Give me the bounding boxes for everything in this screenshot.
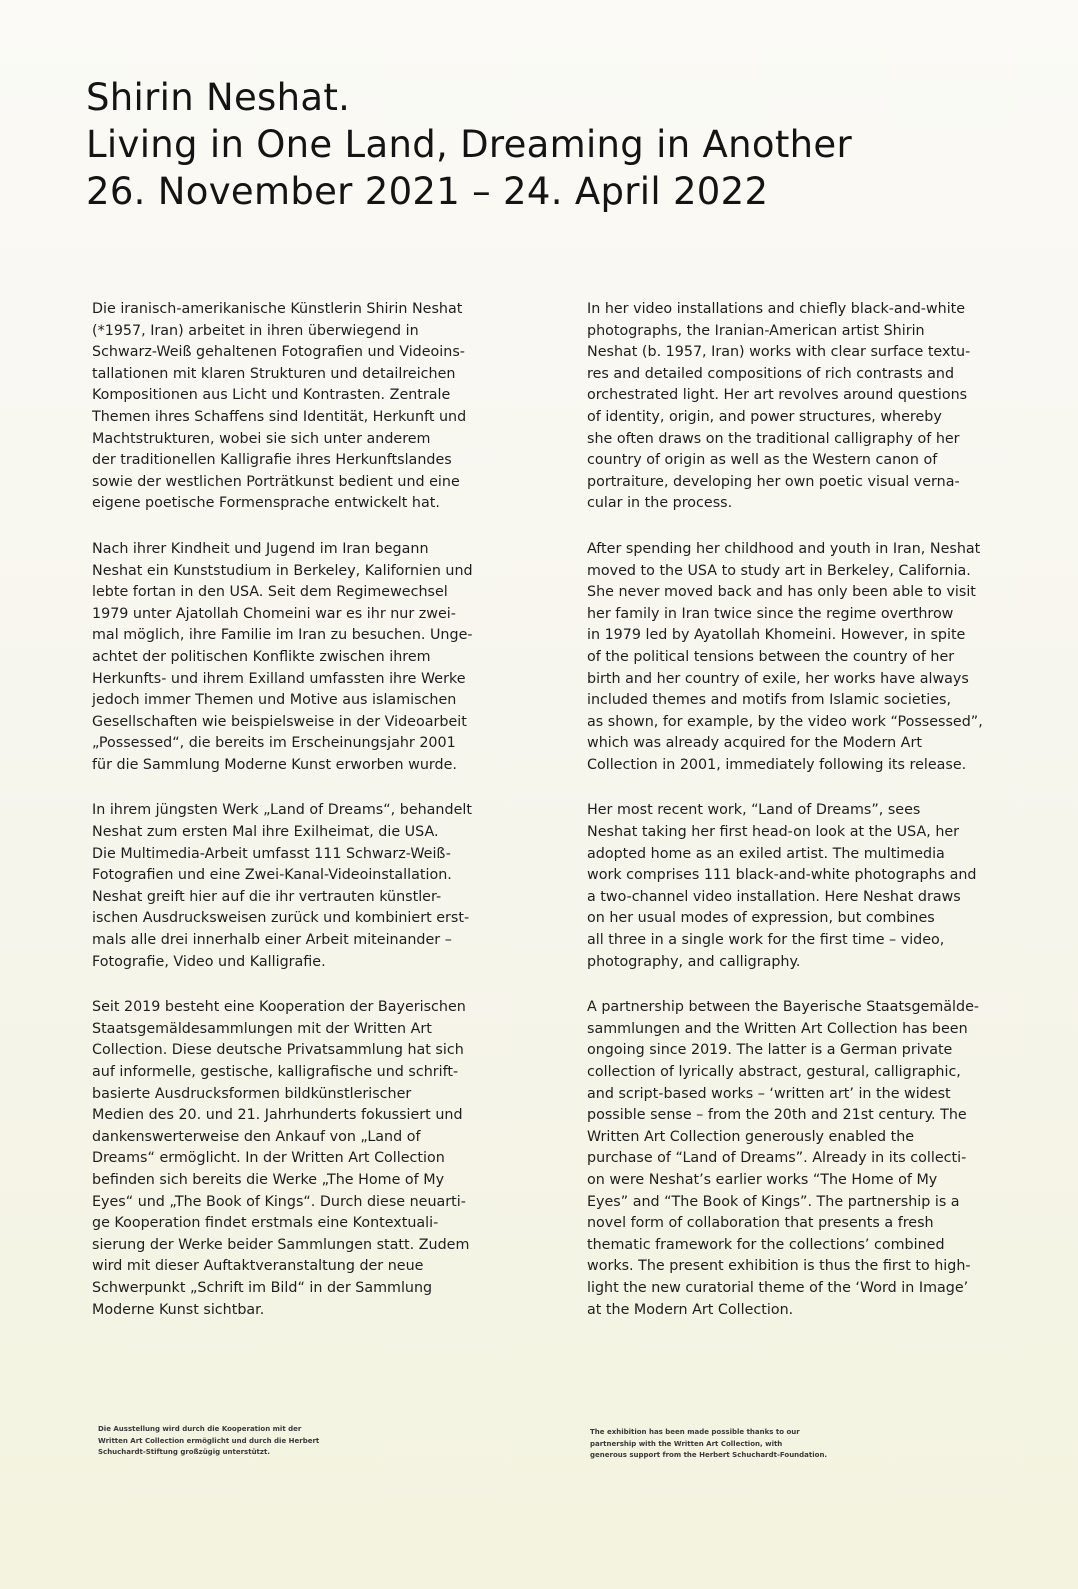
german-text-line: mal möglich, ihre Familie im Iran zu besuchen. Unge-: [92, 627, 473, 644]
exhibition-title: [86, 74, 1026, 215]
english-text-line: a two-channel video installation. Here Neshat draws: [587, 888, 961, 905]
english-text-line: photography, and calligraphy.: [587, 953, 801, 970]
exhibition-subtitle: Living in One Land, Dreaming in Another: [86, 123, 852, 166]
german-credit-note: [98, 1424, 398, 1459]
english-text-line: possible sense – from the 20th and 21st century. The: [587, 1107, 967, 1124]
german-text-line: Herkunfts- und ihrem Exilland umfassten ihre Werke: [92, 670, 466, 687]
german-text-line: basierte Ausdrucksformen bildkünstlerischer: [92, 1085, 412, 1102]
english-text-line: of the political tensions between the country of her: [587, 648, 955, 665]
german-text-line: achtet der politischen Konflikte zwischen ihrem: [92, 648, 431, 665]
english-text-line: In her video installations and chiefly black-and-white: [587, 301, 966, 317]
german-text-line: lebte fortan in den USA. Seit dem Regimewechsel: [92, 584, 448, 601]
english-text-line: purchase of “Land of Dreams”. Already in its collecti-: [587, 1150, 967, 1167]
credit-line: The exhibition has been made possible thanks to our: [590, 1428, 800, 1436]
german-text-line: Machtstrukturen, wobei sie sich unter anderem: [92, 430, 431, 447]
credit-line: generous support from the Herbert Schuchardt-Foundation.: [590, 1451, 828, 1459]
german-text-line: Die iranisch-amerikanische Künstlerin Shirin Neshat: [92, 301, 463, 317]
german-text-line: Neshat ein Kunststudium in Berkeley, Kalifornien und: [92, 562, 473, 579]
german-text-line: mals alle drei innerhalb einer Arbeit miteinander –: [92, 932, 452, 949]
english-text-line: cular in the process.: [587, 495, 733, 512]
german-text-line: auf informelle, gestische, kalligrafische und schrift-: [92, 1064, 459, 1080]
english-text-line: novel form of collaboration that presents a fresh: [587, 1215, 934, 1232]
english-text-line: portraiture, developing her own poetic visual verna-: [587, 473, 960, 490]
artist-name: Shirin Neshat.: [86, 76, 351, 119]
english-text-line: collection of lyrically abstract, gestural, calligraphic,: [587, 1064, 961, 1080]
english-text-line: of identity, origin, and power structures, whereby: [587, 408, 942, 425]
english-text-line: Her most recent work, “Land of Dreams”, sees: [587, 802, 921, 819]
german-text-line: Staatsgemäldesammlungen mit der Written Art: [92, 1020, 432, 1037]
english-text-line: all three in a single work for the first time – video,: [587, 932, 945, 949]
english-text-line: orchestrated light. Her art revolves around questions: [587, 387, 968, 404]
german-text-line: sierung der Werke beider Sammlungen statt. Zudem: [92, 1236, 470, 1253]
english-text-line: works. The present exhibition is thus the first to high-: [587, 1258, 971, 1275]
english-text-line: moved to the USA to study art in Berkeley, California.: [587, 562, 971, 579]
german-text-line: Die Multimedia-Arbeit umfasst 111 Schwarz-Weiß-: [92, 845, 451, 862]
english-text-line: birth and her country of exile, her works have always: [587, 670, 969, 687]
english-text-line: photographs, the Iranian-American artist Shirin: [587, 322, 925, 339]
english-paragraph-1: [587, 299, 1027, 515]
english-credit-note: [590, 1427, 890, 1462]
english-text-line: adopted home as an exiled artist. The multimedia: [587, 845, 945, 862]
exhibition-dates: 26. November 2021 – 24. April 2022: [86, 170, 769, 213]
english-text-line: thematic framework for the collections’ combined: [587, 1236, 945, 1253]
english-text-column: [587, 299, 1027, 1345]
german-text-line: Eyes“ und „The Book of Kings“. Durch diese neuarti-: [92, 1193, 466, 1210]
credit-line: partnership with the Written Art Collection, with: [590, 1439, 783, 1448]
english-text-line: in 1979 led by Ayatollah Khomeini. However, in spite: [587, 627, 966, 644]
credit-line: Written Art Collection ermöglicht und durch die Herbert: [98, 1436, 320, 1445]
german-text-line: Medien des 20. und 21. Jahrhunderts fokussiert und: [92, 1107, 463, 1124]
english-text-line: on her usual modes of expression, but combines: [587, 910, 935, 927]
german-text-line: Themen ihres Schaffens sind Identität, Herkunft und: [92, 408, 467, 425]
german-text-line: wird mit dieser Auftaktveranstaltung der neue: [92, 1258, 424, 1275]
english-text-line: After spending her childhood and youth in Iran, Neshat: [587, 540, 981, 557]
english-text-line: Written Art Collection generously enabled the: [587, 1128, 915, 1145]
english-paragraph-2: [587, 539, 1027, 777]
german-text-line: Neshat greift hier auf die ihr vertrauten künstler-: [92, 888, 442, 905]
german-paragraph-4: [92, 997, 532, 1321]
english-text-line: included themes and motifs from Islamic societies,: [587, 692, 952, 709]
german-text-line: Fotografie, Video und Kalligrafie.: [92, 953, 326, 970]
english-text-line: Collection in 2001, immediately following its release.: [587, 756, 967, 773]
english-text-line: Neshat (b. 1957, Iran) works with clear surface textu-: [587, 344, 971, 361]
english-text-line: She never moved back and has only been able to visit: [587, 584, 976, 601]
credit-line: Schuchardt-Stiftung großzügig unterstützt.: [98, 1448, 270, 1456]
german-text-line: Seit 2019 besteht eine Kooperation der Bayerischen: [92, 999, 466, 1016]
german-text-line: In ihrem jüngsten Werk „Land of Dreams“, behandelt: [92, 802, 472, 819]
english-paragraph-4: [587, 997, 1027, 1321]
english-text-line: she often draws on the traditional calligraphy of her: [587, 430, 960, 447]
english-text-line: and script-based works – ‘written art’ in the widest: [587, 1085, 951, 1102]
credit-line: Die Ausstellung wird durch die Kooperation mit der: [98, 1425, 302, 1433]
german-paragraph-3: [92, 800, 532, 973]
german-text-line: tallationen mit klaren Strukturen und detailreichen: [92, 365, 456, 382]
german-text-line: für die Sammlung Moderne Kunst erworben wurde.: [92, 756, 457, 773]
german-paragraph-2: [92, 539, 532, 777]
german-text-line: Kompositionen aus Licht und Kontrasten. Zentrale: [92, 387, 451, 404]
german-text-line: Schwerpunkt „Schrift im Bild“ in der Sammlung: [92, 1279, 433, 1296]
english-text-line: Eyes” and “The Book of Kings”. The partnership is a: [587, 1193, 960, 1210]
german-text-line: Moderne Kunst sichtbar.: [92, 1301, 265, 1318]
german-text-line: befinden sich bereits die Werke „The Home of My: [92, 1171, 445, 1188]
german-text-line: Nach ihrer Kindheit und Jugend im Iran begann: [92, 540, 429, 557]
german-text-line: eigene poetische Formensprache entwickelt hat.: [92, 495, 440, 512]
german-text-line: Schwarz-Weiß gehaltenen Fotografien und Videoins-: [92, 344, 465, 361]
german-text-line: „Possessed“, die bereits im Erscheinungsjahr 2001: [92, 735, 456, 752]
german-text-line: der traditionellen Kalligrafie ihres Herkunftslandes: [92, 452, 452, 469]
english-text-line: work comprises 111 black-and-white photographs and: [587, 867, 977, 884]
german-text-line: Collection. Diese deutsche Privatsammlung hat sich: [92, 1042, 464, 1059]
german-text-line: Gesellschaften wie beispielsweise in der Videoarbeit: [92, 713, 467, 730]
english-text-line: light the new curatorial theme of the ‘Word in Image’: [587, 1279, 969, 1296]
german-text-line: ischen Ausdrucksweisen zurück und kombiniert erst-: [92, 910, 470, 927]
english-text-line: res and detailed compositions of rich contrasts and: [587, 365, 955, 382]
german-text-line: Dreams“ ermöglicht. In der Written Art Collection: [92, 1150, 445, 1167]
german-text-line: sowie der westlichen Porträtkunst bedient und eine: [92, 473, 460, 490]
german-text-line: (*1957, Iran) arbeitet in ihren überwiegend in: [92, 322, 419, 339]
english-text-line: A partnership between the Bayerische Staatsgemälde-: [587, 999, 980, 1016]
english-text-line: Neshat taking her first head-on look at the USA, her: [587, 824, 960, 841]
english-text-line: her family in Iran twice since the regime overthrow: [587, 605, 954, 622]
german-text-line: dankenswerterweise den Ankauf von „Land of: [92, 1128, 421, 1145]
german-text-line: jedoch immer Themen und Motive aus islamischen: [92, 692, 457, 709]
english-text-line: on were Neshat’s earlier works “The Home of My: [587, 1171, 938, 1188]
english-text-line: country of origin as well as the Western canon of: [587, 452, 938, 469]
english-text-line: which was already acquired for the Modern Art: [587, 735, 922, 752]
english-text-line: as shown, for example, by the video work “Possessed”,: [587, 713, 983, 730]
german-text-line: Neshat zum ersten Mal ihre Exilheimat, die USA.: [92, 824, 439, 841]
german-text-line: Fotografien und eine Zwei-Kanal-Videoinstallation.: [92, 867, 452, 884]
english-text-line: sammlungen and the Written Art Collection has been: [587, 1020, 968, 1037]
german-text-line: ge Kooperation findet erstmals eine Kontextuali-: [92, 1215, 439, 1232]
german-paragraph-1: [92, 299, 532, 515]
german-text-line: 1979 unter Ajatollah Chomeini war es ihr nur zwei-: [92, 605, 456, 622]
english-text-line: ongoing since 2019. The latter is a German private: [587, 1042, 953, 1059]
german-text-column: [92, 299, 532, 1345]
english-paragraph-3: [587, 800, 1027, 973]
english-text-line: at the Modern Art Collection.: [587, 1301, 794, 1318]
